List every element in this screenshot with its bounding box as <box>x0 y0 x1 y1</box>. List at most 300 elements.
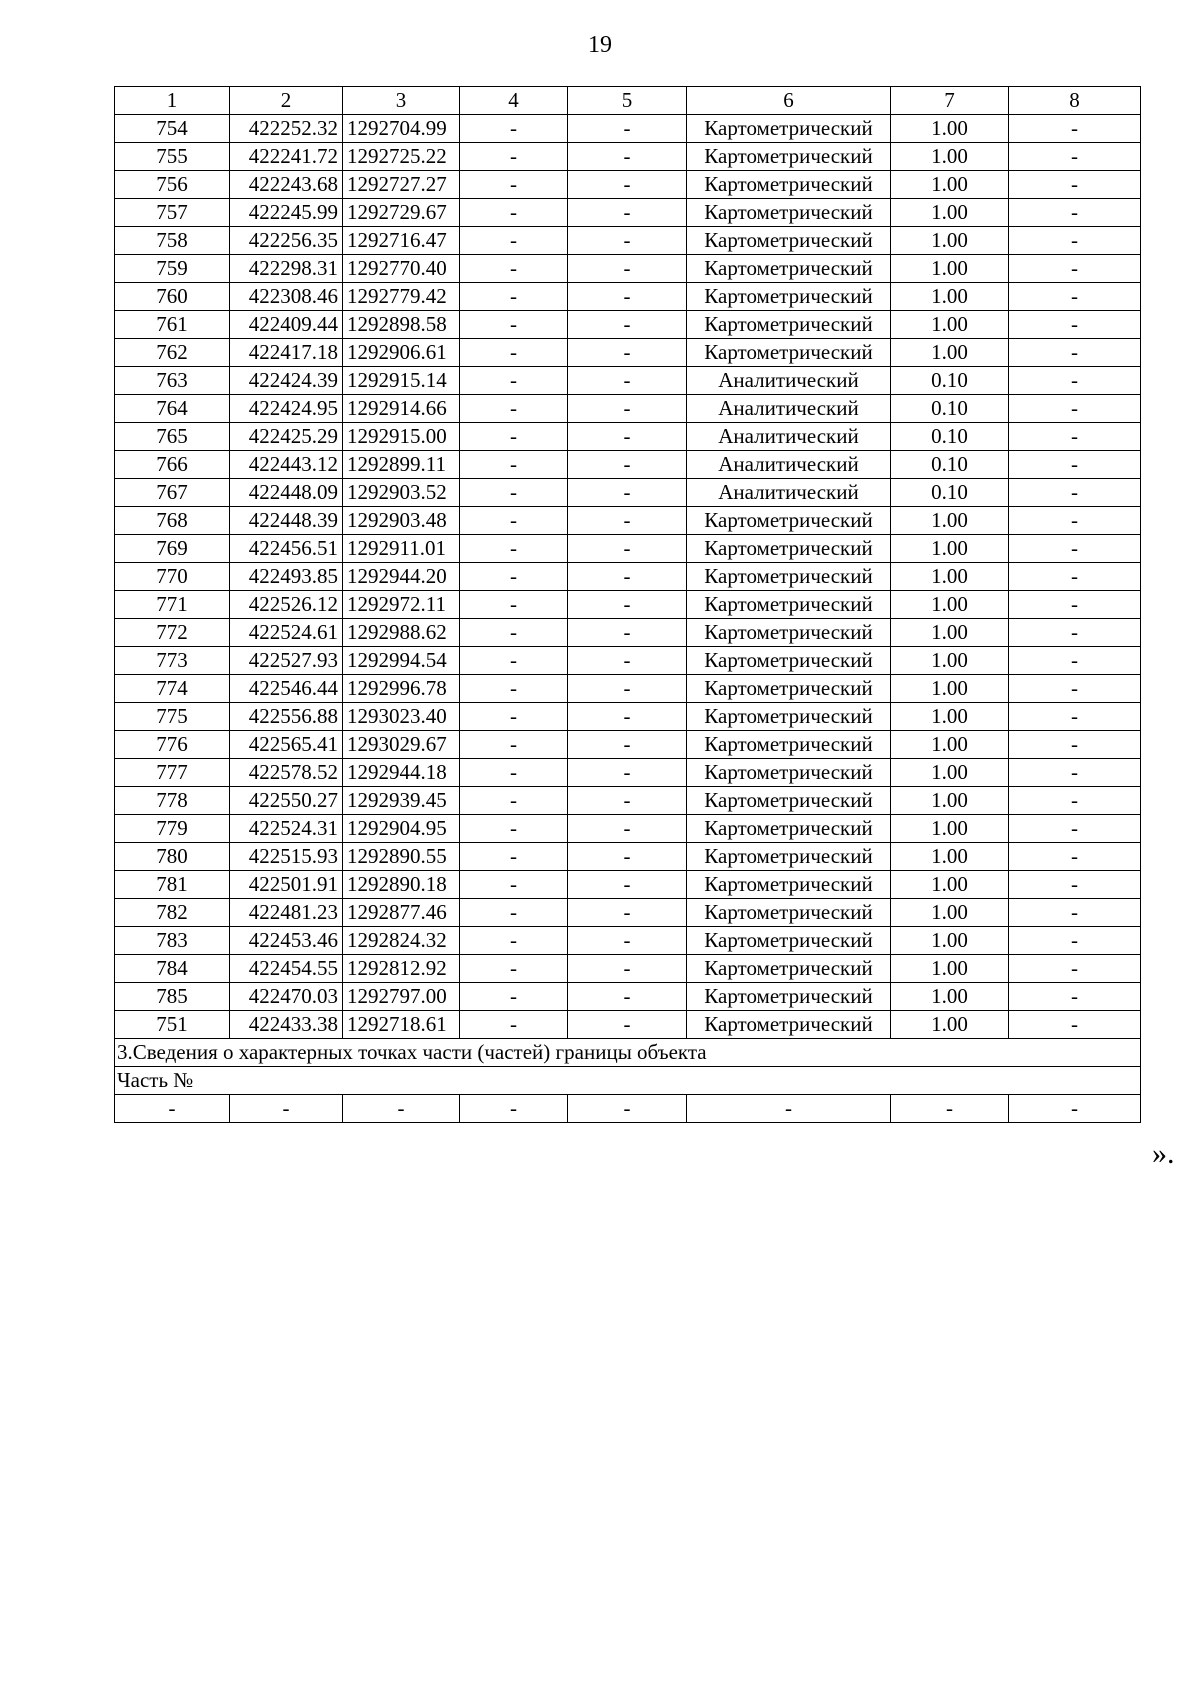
table-row <box>115 115 1141 143</box>
y-coordinate-cell: 1292716.47 <box>343 227 460 255</box>
method-cell: Картометрический <box>687 311 891 339</box>
y-coordinate-cell: 1292994.54 <box>343 647 460 675</box>
accuracy-cell: 1.00 <box>891 955 1009 983</box>
table-row <box>115 787 1141 815</box>
accuracy-cell: 1.00 <box>891 591 1009 619</box>
col4-cell: - <box>460 759 568 787</box>
y-coordinate-cell: 1292944.18 <box>343 759 460 787</box>
table-row <box>115 703 1141 731</box>
header-cell: 2 <box>230 87 343 115</box>
method-cell: Картометрический <box>687 619 891 647</box>
method-cell: Картометрический <box>687 255 891 283</box>
col5-cell: - <box>568 535 687 563</box>
accuracy-cell: 1.00 <box>891 759 1009 787</box>
table-row <box>115 955 1141 983</box>
accuracy-cell: 0.10 <box>891 423 1009 451</box>
col5-cell: - <box>568 479 687 507</box>
y-coordinate-cell: 1292812.92 <box>343 955 460 983</box>
col4-cell: - <box>460 927 568 955</box>
point-number-cell: 765 <box>115 423 230 451</box>
method-cell: Аналитический <box>687 479 891 507</box>
x-coordinate-cell: 422448.39 <box>230 507 343 535</box>
x-coordinate-cell: 422515.93 <box>230 843 343 871</box>
empty-cell: - <box>230 1095 343 1123</box>
table-row <box>115 283 1141 311</box>
col5-cell: - <box>568 451 687 479</box>
col5-cell: - <box>568 955 687 983</box>
y-coordinate-cell: 1292890.55 <box>343 843 460 871</box>
y-coordinate-cell: 1292939.45 <box>343 787 460 815</box>
col8-cell: - <box>1009 171 1141 199</box>
method-cell: Картометрический <box>687 143 891 171</box>
header-cell: 1 <box>115 87 230 115</box>
empty-cell: - <box>891 1095 1009 1123</box>
x-coordinate-cell: 422550.27 <box>230 787 343 815</box>
x-coordinate-cell: 422433.38 <box>230 1011 343 1039</box>
table-row <box>115 171 1141 199</box>
point-number-cell: 772 <box>115 619 230 647</box>
accuracy-cell: 1.00 <box>891 1011 1009 1039</box>
x-coordinate-cell: 422245.99 <box>230 199 343 227</box>
col5-cell: - <box>568 675 687 703</box>
point-number-cell: 774 <box>115 675 230 703</box>
col4-cell: - <box>460 423 568 451</box>
col8-cell: - <box>1009 927 1141 955</box>
header-cell: 7 <box>891 87 1009 115</box>
method-cell: Картометрический <box>687 815 891 843</box>
y-coordinate-cell: 1292915.00 <box>343 423 460 451</box>
col8-cell: - <box>1009 619 1141 647</box>
col8-cell: - <box>1009 1011 1141 1039</box>
table-row <box>115 619 1141 647</box>
col5-cell: - <box>568 367 687 395</box>
y-coordinate-cell: 1292727.27 <box>343 171 460 199</box>
x-coordinate-cell: 422448.09 <box>230 479 343 507</box>
table-row <box>115 143 1141 171</box>
y-coordinate-cell: 1292915.14 <box>343 367 460 395</box>
y-coordinate-cell: 1292906.61 <box>343 339 460 367</box>
accuracy-cell: 1.00 <box>891 619 1009 647</box>
y-coordinate-cell: 1292899.11 <box>343 451 460 479</box>
table-row <box>115 1011 1141 1039</box>
col4-cell: - <box>460 451 568 479</box>
y-coordinate-cell: 1292718.61 <box>343 1011 460 1039</box>
closing-quote-mark: ». <box>1152 1137 1175 1170</box>
y-coordinate-cell: 1292972.11 <box>343 591 460 619</box>
y-coordinate-cell: 1292779.42 <box>343 283 460 311</box>
section-title: 3.Сведения о характерных точках части (частей) границы объекта <box>115 1039 1141 1067</box>
col4-cell: - <box>460 395 568 423</box>
col8-cell: - <box>1009 451 1141 479</box>
col8-cell: - <box>1009 227 1141 255</box>
method-cell: Картометрический <box>687 1011 891 1039</box>
method-cell: Картометрический <box>687 731 891 759</box>
method-cell: Картометрический <box>687 115 891 143</box>
table-row <box>115 227 1141 255</box>
col4-cell: - <box>460 1011 568 1039</box>
table-row <box>115 255 1141 283</box>
table-row <box>115 759 1141 787</box>
table-row <box>115 815 1141 843</box>
col8-cell: - <box>1009 759 1141 787</box>
point-number-cell: 779 <box>115 815 230 843</box>
y-coordinate-cell: 1292770.40 <box>343 255 460 283</box>
point-number-cell: 760 <box>115 283 230 311</box>
point-number-cell: 758 <box>115 227 230 255</box>
col8-cell: - <box>1009 339 1141 367</box>
col8-cell: - <box>1009 983 1141 1011</box>
accuracy-cell: 0.10 <box>891 395 1009 423</box>
y-coordinate-cell: 1293029.67 <box>343 731 460 759</box>
col5-cell: - <box>568 199 687 227</box>
x-coordinate-cell: 422578.52 <box>230 759 343 787</box>
col5-cell: - <box>568 927 687 955</box>
accuracy-cell: 1.00 <box>891 675 1009 703</box>
method-cell: Картометрический <box>687 339 891 367</box>
point-number-cell: 781 <box>115 871 230 899</box>
accuracy-cell: 1.00 <box>891 899 1009 927</box>
x-coordinate-cell: 422243.68 <box>230 171 343 199</box>
point-number-cell: 771 <box>115 591 230 619</box>
y-coordinate-cell: 1292729.67 <box>343 199 460 227</box>
table-row <box>115 675 1141 703</box>
header-cell: 5 <box>568 87 687 115</box>
accuracy-cell: 1.00 <box>891 227 1009 255</box>
x-coordinate-cell: 422481.23 <box>230 899 343 927</box>
accuracy-cell: 1.00 <box>891 647 1009 675</box>
y-coordinate-cell: 1292898.58 <box>343 311 460 339</box>
point-number-cell: 770 <box>115 563 230 591</box>
method-cell: Картометрический <box>687 899 891 927</box>
accuracy-cell: 1.00 <box>891 927 1009 955</box>
accuracy-cell: 1.00 <box>891 339 1009 367</box>
col5-cell: - <box>568 255 687 283</box>
x-coordinate-cell: 422409.44 <box>230 311 343 339</box>
method-cell: Аналитический <box>687 367 891 395</box>
y-coordinate-cell: 1292725.22 <box>343 143 460 171</box>
method-cell: Картометрический <box>687 647 891 675</box>
table-row <box>115 311 1141 339</box>
col4-cell: - <box>460 955 568 983</box>
col8-cell: - <box>1009 143 1141 171</box>
y-coordinate-cell: 1292911.01 <box>343 535 460 563</box>
col5-cell: - <box>568 339 687 367</box>
x-coordinate-cell: 422424.39 <box>230 367 343 395</box>
col5-cell: - <box>568 871 687 899</box>
y-coordinate-cell: 1292914.66 <box>343 395 460 423</box>
point-number-cell: 757 <box>115 199 230 227</box>
x-coordinate-cell: 422443.12 <box>230 451 343 479</box>
empty-cell: - <box>343 1095 460 1123</box>
table-row <box>115 871 1141 899</box>
accuracy-cell: 1.00 <box>891 115 1009 143</box>
coordinates-table <box>114 86 1141 1123</box>
y-coordinate-cell: 1292903.52 <box>343 479 460 507</box>
empty-row <box>115 1095 1141 1123</box>
col4-cell: - <box>460 675 568 703</box>
table-row <box>115 647 1141 675</box>
point-number-cell: 754 <box>115 115 230 143</box>
col4-cell: - <box>460 563 568 591</box>
col5-cell: - <box>568 815 687 843</box>
part-label-row <box>115 1067 1141 1095</box>
method-cell: Картометрический <box>687 759 891 787</box>
table-row <box>115 983 1141 1011</box>
table-row <box>115 899 1141 927</box>
point-number-cell: 766 <box>115 451 230 479</box>
x-coordinate-cell: 422493.85 <box>230 563 343 591</box>
point-number-cell: 777 <box>115 759 230 787</box>
point-number-cell: 762 <box>115 339 230 367</box>
table-body <box>115 87 1141 1123</box>
col8-cell: - <box>1009 703 1141 731</box>
header-cell: 8 <box>1009 87 1141 115</box>
point-number-cell: 773 <box>115 647 230 675</box>
point-number-cell: 755 <box>115 143 230 171</box>
col8-cell: - <box>1009 899 1141 927</box>
method-cell: Картометрический <box>687 283 891 311</box>
point-number-cell: 761 <box>115 311 230 339</box>
table-row <box>115 563 1141 591</box>
col8-cell: - <box>1009 423 1141 451</box>
table-row <box>115 507 1141 535</box>
x-coordinate-cell: 422527.93 <box>230 647 343 675</box>
y-coordinate-cell: 1292944.20 <box>343 563 460 591</box>
col5-cell: - <box>568 563 687 591</box>
y-coordinate-cell: 1292797.00 <box>343 983 460 1011</box>
y-coordinate-cell: 1292877.46 <box>343 899 460 927</box>
col4-cell: - <box>460 339 568 367</box>
col4-cell: - <box>460 647 568 675</box>
x-coordinate-cell: 422425.29 <box>230 423 343 451</box>
table-row <box>115 479 1141 507</box>
y-coordinate-cell: 1292988.62 <box>343 619 460 647</box>
point-number-cell: 769 <box>115 535 230 563</box>
point-number-cell: 784 <box>115 955 230 983</box>
point-number-cell: 783 <box>115 927 230 955</box>
header-cell: 3 <box>343 87 460 115</box>
table-row <box>115 199 1141 227</box>
accuracy-cell: 1.00 <box>891 535 1009 563</box>
x-coordinate-cell: 422256.35 <box>230 227 343 255</box>
x-coordinate-cell: 422453.46 <box>230 927 343 955</box>
point-number-cell: 764 <box>115 395 230 423</box>
accuracy-cell: 1.00 <box>891 143 1009 171</box>
col5-cell: - <box>568 899 687 927</box>
method-cell: Картометрический <box>687 227 891 255</box>
header-cell: 4 <box>460 87 568 115</box>
point-number-cell: 782 <box>115 899 230 927</box>
col8-cell: - <box>1009 591 1141 619</box>
x-coordinate-cell: 422417.18 <box>230 339 343 367</box>
method-cell: Картометрический <box>687 171 891 199</box>
empty-cell: - <box>568 1095 687 1123</box>
method-cell: Картометрический <box>687 787 891 815</box>
col8-cell: - <box>1009 535 1141 563</box>
point-number-cell: 778 <box>115 787 230 815</box>
table-row <box>115 927 1141 955</box>
accuracy-cell: 1.00 <box>891 283 1009 311</box>
col8-cell: - <box>1009 955 1141 983</box>
col5-cell: - <box>568 283 687 311</box>
x-coordinate-cell: 422424.95 <box>230 395 343 423</box>
table-row <box>115 591 1141 619</box>
col5-cell: - <box>568 227 687 255</box>
accuracy-cell: 1.00 <box>891 255 1009 283</box>
header-row <box>115 87 1141 115</box>
col4-cell: - <box>460 507 568 535</box>
method-cell: Картометрический <box>687 507 891 535</box>
point-number-cell: 759 <box>115 255 230 283</box>
col5-cell: - <box>568 759 687 787</box>
col8-cell: - <box>1009 283 1141 311</box>
accuracy-cell: 1.00 <box>891 507 1009 535</box>
accuracy-cell: 1.00 <box>891 871 1009 899</box>
empty-cell: - <box>460 1095 568 1123</box>
header-cell: 6 <box>687 87 891 115</box>
col8-cell: - <box>1009 479 1141 507</box>
page-number: 19 <box>588 32 612 58</box>
point-number-cell: 785 <box>115 983 230 1011</box>
col4-cell: - <box>460 255 568 283</box>
col8-cell: - <box>1009 255 1141 283</box>
col4-cell: - <box>460 171 568 199</box>
y-coordinate-cell: 1292996.78 <box>343 675 460 703</box>
accuracy-cell: 1.00 <box>891 843 1009 871</box>
col4-cell: - <box>460 479 568 507</box>
table-row <box>115 395 1141 423</box>
method-cell: Картометрический <box>687 675 891 703</box>
col5-cell: - <box>568 311 687 339</box>
method-cell: Картометрический <box>687 983 891 1011</box>
y-coordinate-cell: 1293023.40 <box>343 703 460 731</box>
col8-cell: - <box>1009 115 1141 143</box>
accuracy-cell: 1.00 <box>891 311 1009 339</box>
method-cell: Картометрический <box>687 703 891 731</box>
col4-cell: - <box>460 199 568 227</box>
col5-cell: - <box>568 983 687 1011</box>
col5-cell: - <box>568 171 687 199</box>
point-number-cell: 767 <box>115 479 230 507</box>
col4-cell: - <box>460 591 568 619</box>
col5-cell: - <box>568 619 687 647</box>
col5-cell: - <box>568 423 687 451</box>
point-number-cell: 776 <box>115 731 230 759</box>
col4-cell: - <box>460 787 568 815</box>
col8-cell: - <box>1009 311 1141 339</box>
accuracy-cell: 0.10 <box>891 451 1009 479</box>
x-coordinate-cell: 422524.61 <box>230 619 343 647</box>
point-number-cell: 768 <box>115 507 230 535</box>
col8-cell: - <box>1009 787 1141 815</box>
col5-cell: - <box>568 647 687 675</box>
x-coordinate-cell: 422308.46 <box>230 283 343 311</box>
table-row <box>115 731 1141 759</box>
col8-cell: - <box>1009 507 1141 535</box>
x-coordinate-cell: 422454.55 <box>230 955 343 983</box>
col8-cell: - <box>1009 731 1141 759</box>
accuracy-cell: 1.00 <box>891 787 1009 815</box>
col4-cell: - <box>460 535 568 563</box>
method-cell: Картометрический <box>687 871 891 899</box>
method-cell: Картометрический <box>687 927 891 955</box>
col4-cell: - <box>460 143 568 171</box>
accuracy-cell: 1.00 <box>891 199 1009 227</box>
x-coordinate-cell: 422524.31 <box>230 815 343 843</box>
col4-cell: - <box>460 871 568 899</box>
x-coordinate-cell: 422556.88 <box>230 703 343 731</box>
table-row <box>115 339 1141 367</box>
col8-cell: - <box>1009 843 1141 871</box>
col5-cell: - <box>568 507 687 535</box>
col4-cell: - <box>460 843 568 871</box>
col5-cell: - <box>568 395 687 423</box>
point-number-cell: 775 <box>115 703 230 731</box>
method-cell: Картометрический <box>687 535 891 563</box>
x-coordinate-cell: 422546.44 <box>230 675 343 703</box>
table-row <box>115 843 1141 871</box>
table-row <box>115 451 1141 479</box>
y-coordinate-cell: 1292890.18 <box>343 871 460 899</box>
col8-cell: - <box>1009 367 1141 395</box>
empty-cell: - <box>115 1095 230 1123</box>
table-row <box>115 535 1141 563</box>
col8-cell: - <box>1009 647 1141 675</box>
col8-cell: - <box>1009 563 1141 591</box>
accuracy-cell: 1.00 <box>891 171 1009 199</box>
col4-cell: - <box>460 815 568 843</box>
point-number-cell: 763 <box>115 367 230 395</box>
method-cell: Картометрический <box>687 199 891 227</box>
col8-cell: - <box>1009 675 1141 703</box>
x-coordinate-cell: 422456.51 <box>230 535 343 563</box>
col5-cell: - <box>568 591 687 619</box>
col4-cell: - <box>460 283 568 311</box>
method-cell: Аналитический <box>687 395 891 423</box>
col8-cell: - <box>1009 871 1141 899</box>
point-number-cell: 780 <box>115 843 230 871</box>
method-cell: Картометрический <box>687 843 891 871</box>
x-coordinate-cell: 422252.32 <box>230 115 343 143</box>
accuracy-cell: 1.00 <box>891 815 1009 843</box>
col4-cell: - <box>460 899 568 927</box>
method-cell: Картометрический <box>687 955 891 983</box>
y-coordinate-cell: 1292904.95 <box>343 815 460 843</box>
accuracy-cell: 0.10 <box>891 367 1009 395</box>
method-cell: Картометрический <box>687 563 891 591</box>
accuracy-cell: 1.00 <box>891 563 1009 591</box>
table-row <box>115 423 1141 451</box>
col5-cell: - <box>568 843 687 871</box>
y-coordinate-cell: 1292903.48 <box>343 507 460 535</box>
accuracy-cell: 1.00 <box>891 703 1009 731</box>
col5-cell: - <box>568 731 687 759</box>
method-cell: Картометрический <box>687 591 891 619</box>
x-coordinate-cell: 422526.12 <box>230 591 343 619</box>
x-coordinate-cell: 422565.41 <box>230 731 343 759</box>
accuracy-cell: 1.00 <box>891 983 1009 1011</box>
col4-cell: - <box>460 115 568 143</box>
method-cell: Аналитический <box>687 451 891 479</box>
x-coordinate-cell: 422470.03 <box>230 983 343 1011</box>
col8-cell: - <box>1009 199 1141 227</box>
point-number-cell: 751 <box>115 1011 230 1039</box>
x-coordinate-cell: 422501.91 <box>230 871 343 899</box>
col4-cell: - <box>460 227 568 255</box>
x-coordinate-cell: 422298.31 <box>230 255 343 283</box>
y-coordinate-cell: 1292704.99 <box>343 115 460 143</box>
col4-cell: - <box>460 731 568 759</box>
